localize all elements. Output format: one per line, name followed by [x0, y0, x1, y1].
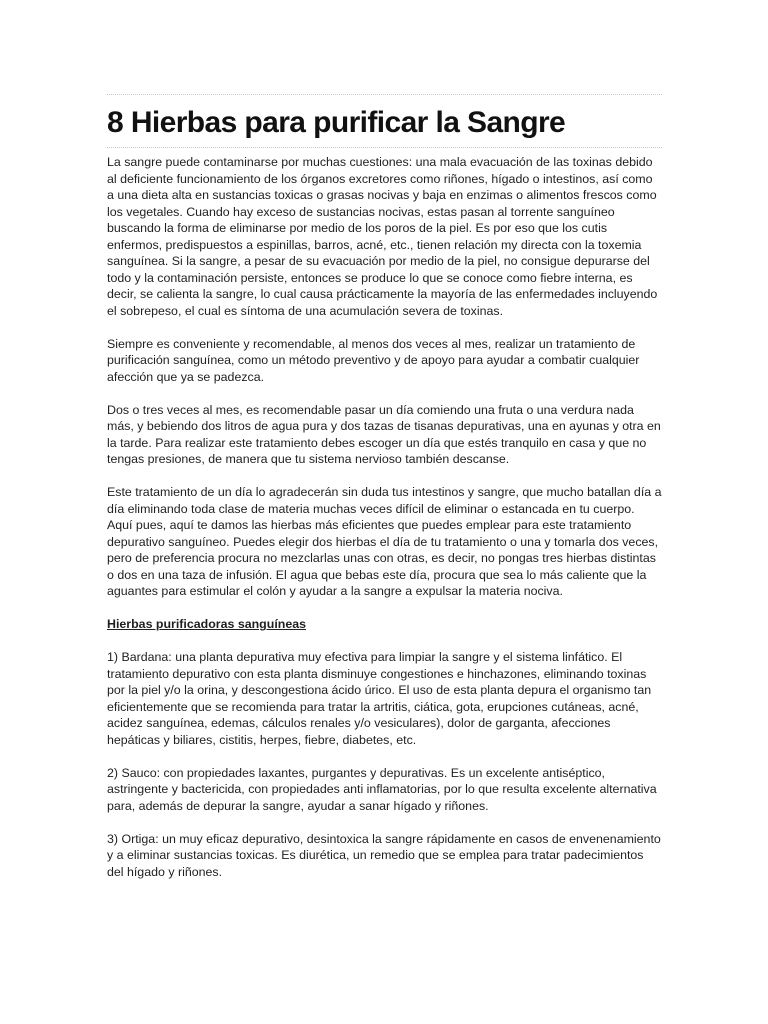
title-bottom-divider: [107, 147, 662, 148]
treatment-paragraph: Dos o tres veces al mes, es recomendable pasar un día comiendo una fruta o una verdura nada más, y bebiendo dos litros de agua pura y dos tazas de tisanas depurativas, una en ayunas y otra en la tarde. Para realizar este tratamiento debes escoger un día que estés tranquilo en casa y que no tengas presiones, de manera que tu sistema nervioso también descanse.: [107, 402, 661, 466]
article-body: [107, 154, 662, 897]
title-top-divider: [107, 94, 662, 95]
herb-item-sauco: 2) Sauco: con propiedades laxantes, purgantes y depurativas. Es un excelente antiséptico, astringente y bactericida, con propiedades anti inflamatorias, por lo que resulta excelente alternativa para, además de depurar la sangre, ayudar a sanar hígado y riñones.: [107, 765, 657, 813]
page-title: 8 Hierbas para purificar la Sangre: [107, 106, 566, 139]
benefits-paragraph: Este tratamiento de un día lo agradecerán sin duda tus intestinos y sangre, que mucho batallan día a día eliminando toda clase de materia muchas veces difícil de eliminar o estancada en tu cuerpo. Aquí pues, aquí te damos las hierbas más eficientes que puedes emplear para este tratamiento depurativo sanguíneo. Puedes elegir dos hierbas el día de tu tratamiento o una y tomarla dos veces, pero de preferencia procura no mezclarlas unas con otras, es decir, no pongas tres hierbas distintas o dos en una taza de infusión. El agua que bebas este día, procura que sea lo más caliente que la aguantes para estimular el colón y ayudar a la sangre a expulsar la materia nociva.: [107, 485, 662, 598]
herb-item-bardana: 1) Bardana: una planta depurativa muy efectiva para limpiar la sangre y el sistema linfático. El tratamiento depurativo con esta planta disminuye congestiones e hinchazones, eliminando toxinas por la piel y/o la orina, y descongestiona ácido úrico. El uso de esta planta depura el organismo tan eficientemente que se recomienda para tratar la artritis, ciática, gota, erupciones cutáneas, acné, acidez sanguínea, edemas, cálculos renales y/o vesiculares), dolor de garganta, afecciones hepáticas y biliares, cistitis, herpes, fiebre, diabetes, etc.: [107, 650, 652, 747]
section-subheading: Hierbas purificadoras sanguíneas: [107, 617, 307, 631]
recommendation-paragraph: Siempre es conveniente y recomendable, al menos dos veces al mes, realizar un tratamiento de purificación sanguínea, como un método preventivo y de apoyo para ayudar a combatir cualquier afección que ya se padezca.: [107, 336, 640, 384]
intro-paragraph: La sangre puede contaminarse por muchas cuestiones: una mala evacuación de las toxinas debido al deficiente funcionamiento de los órganos excretores como riñones, hígado o intestinos, así como a una dieta alta en sustancias toxicas o grasas nocivas y baja en enzimas o alimentos frescos como los vegetales. Cuando hay exceso de sustancias nocivas, estas pasan al torrente sanguíneo buscando la forma de eliminarse por medio de los poros de la piel. Es por eso que los cutis enfermos, predispuestos a espinillas, barros, acné, etc., tienen relación my directa con la toxemia sanguínea. Si la sangre, a pesar de su evacuación por medio de la piel, no consigue depurarse del todo y la contaminación persiste, entonces se produce lo que se conoce como fiebre interna, es decir, se calienta la sangre, lo cual causa prácticamente la mayoría de las enfermedades incluyendo el sobrepeso, el cual es síntoma de una acumulación severa de toxinas.: [107, 155, 658, 318]
herb-item-ortiga: 3) Ortiga: un muy eficaz depurativo, desintoxica la sangre rápidamente en casos de envenenamiento y a eliminar sustancias toxicas. Es diurética, un remedio que se emplea para tratar padecimientos del hígado y riñones.: [107, 831, 661, 879]
